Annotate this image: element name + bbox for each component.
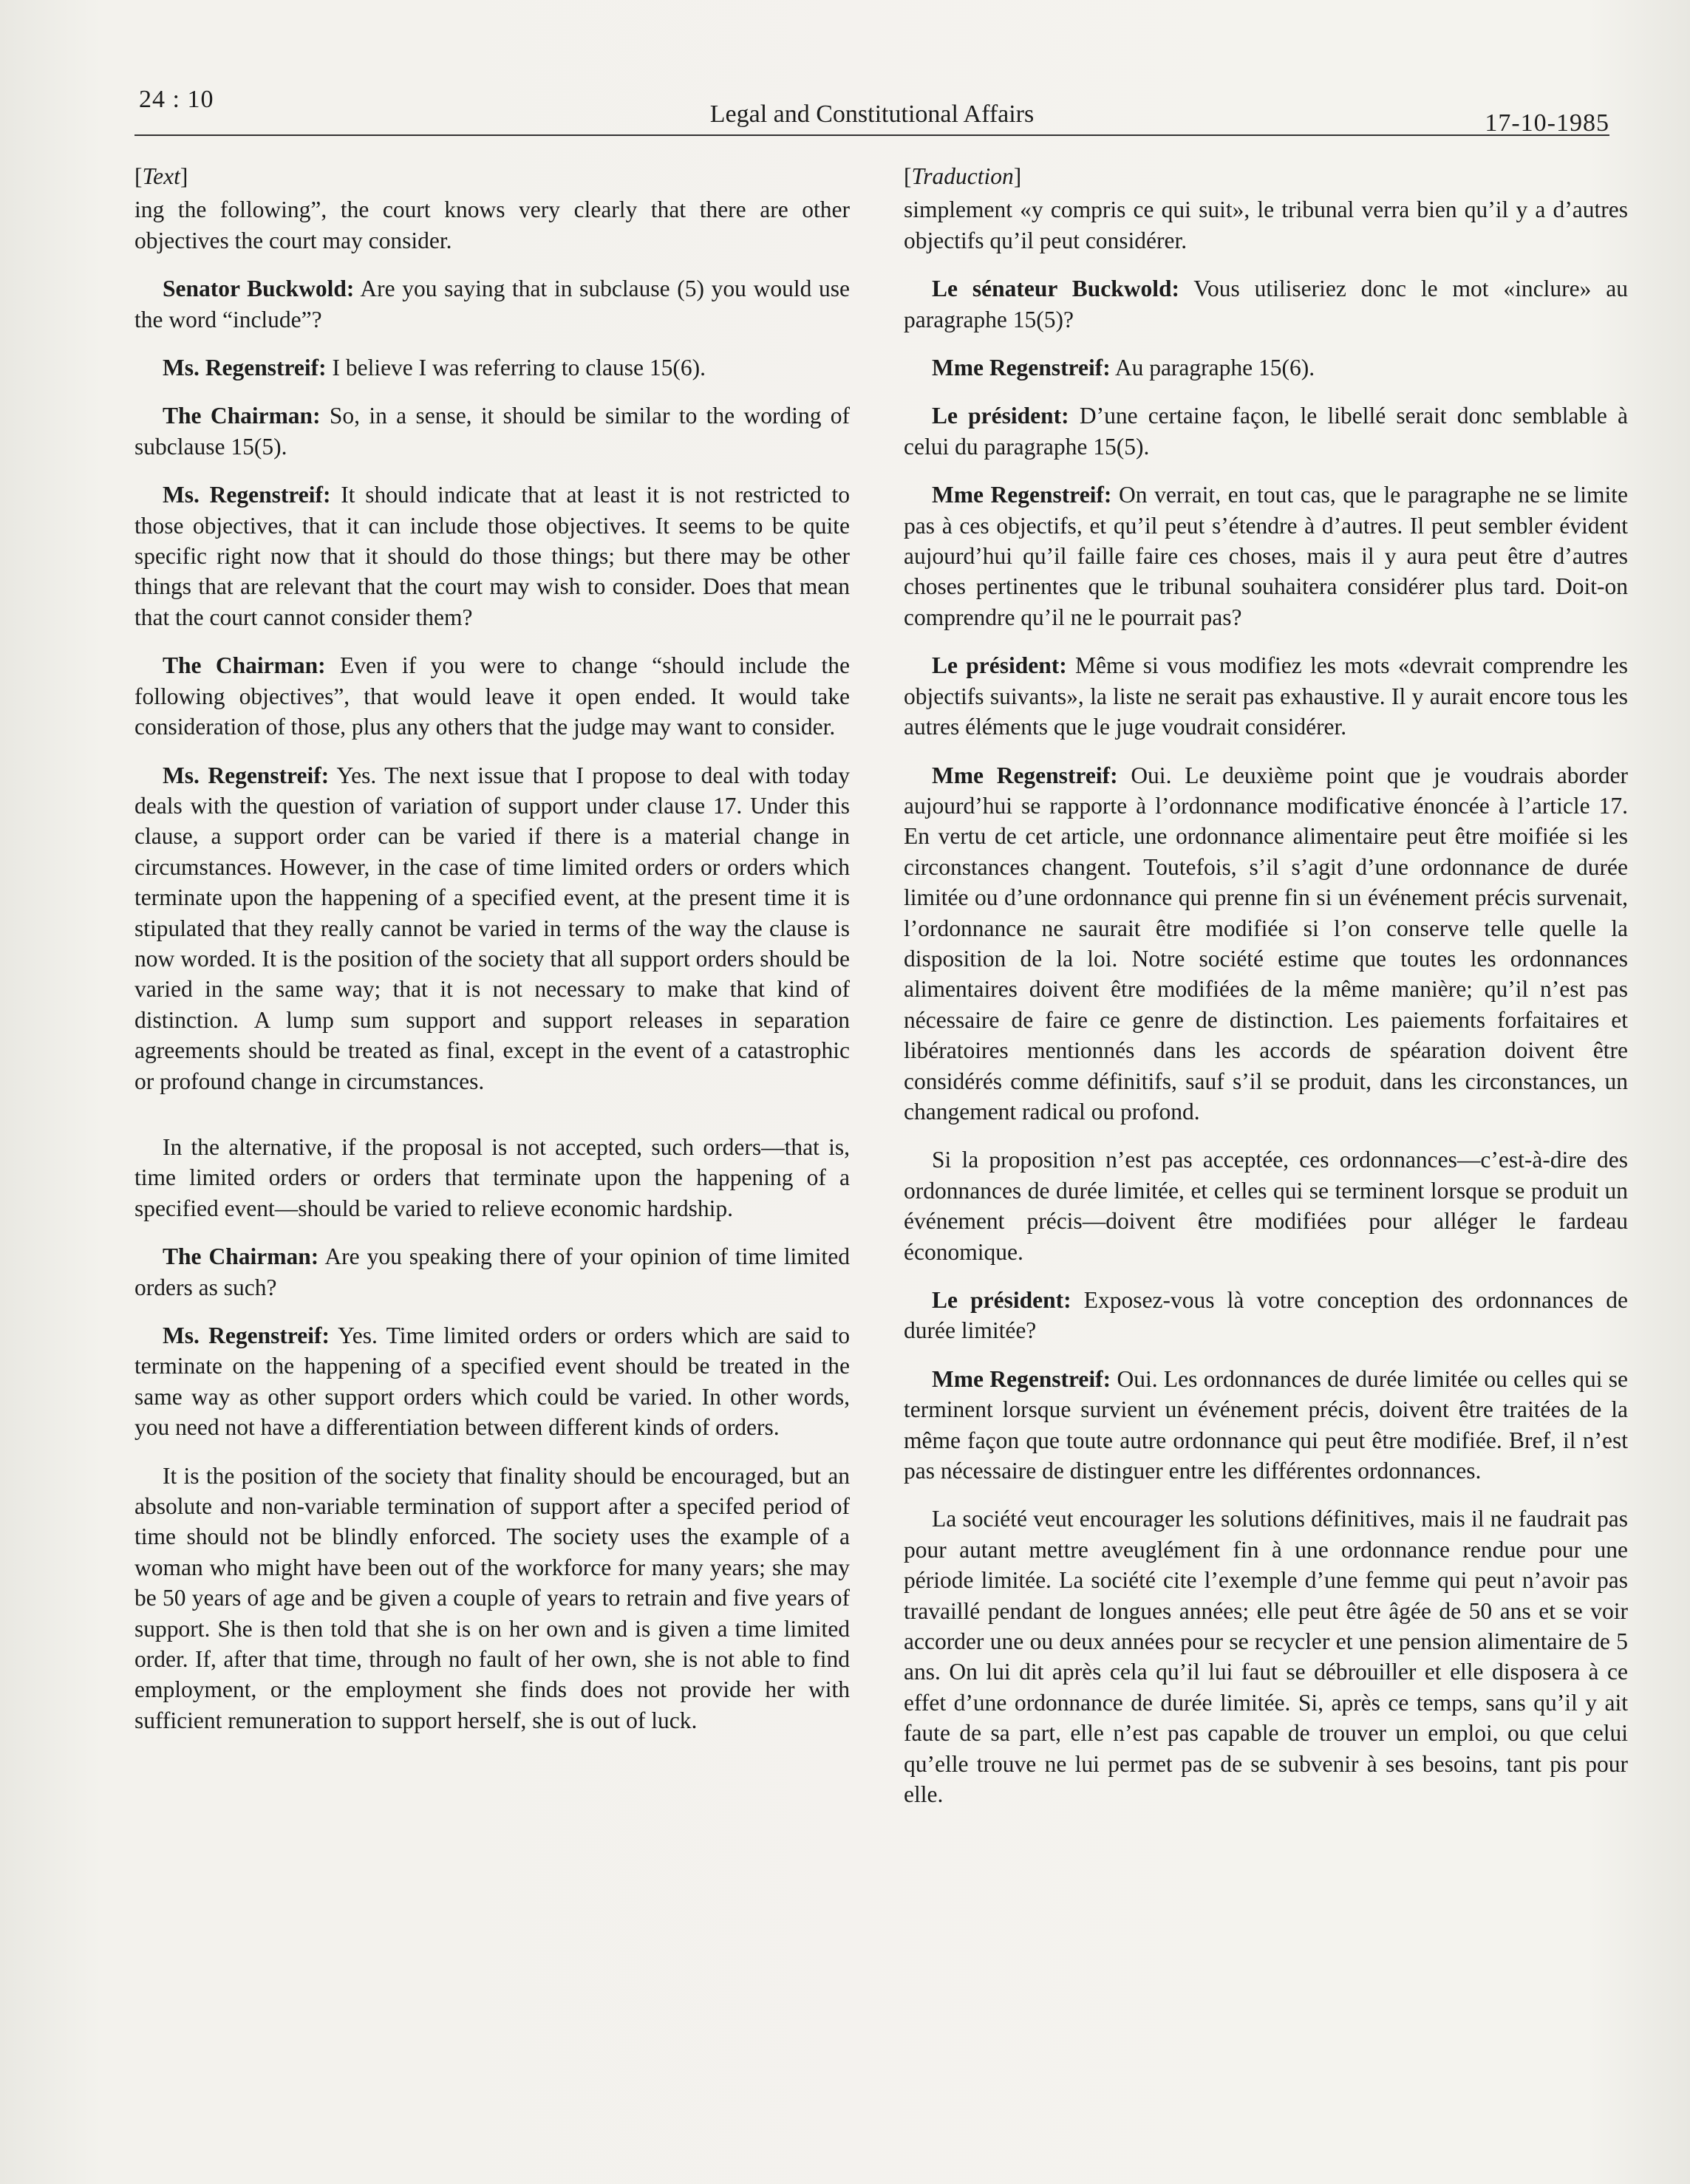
- running-title: Legal and Constitutional Affairs: [709, 100, 1035, 128]
- paragraph: Si la proposition n’est pas acceptée, ces ordonnances—c’est-à-dire des ordonnances de durée limitée, et celles qui se terminent lorsque se produit un événement précis—doivent être modifiées pour alléger le fardeau économique.: [904, 1147, 1628, 1265]
- speaker-name: Ms. Regenstreif:: [163, 762, 330, 788]
- paragraph: Mme Regenstreif: Au paragraphe 15(6).: [932, 355, 1315, 381]
- speaker-name: Ms. Regenstreif:: [163, 1323, 330, 1348]
- paragraph: The Chairman: Are you speaking there of your opinion of time limited orders as such?: [134, 1243, 850, 1300]
- speaker-name: Le président:: [932, 403, 1069, 429]
- paragraph: The Chairman: So, in a sense, it should be similar to the wording of subclause 15(5).: [134, 403, 850, 460]
- paragraph: Mme Regenstreif: Oui. Le deuxième point que je voudrais aborder aujourd’hui se rapporte à l’ordonnance modificative énoncée à l’article 17. En vertu de cet article, une ordonnance alimentaire peut être moifiée si les circonstances changent. Toutefois, s’il s’agit d’une ordonnance de durée limitée ou d’une ordonnance qui prenne fin si un événement précis survenait, l’ordonnance ne saurait être modifiée si l’on conserve telle quelle la disposition de la loi. Notre société estime que toutes les ordonnances alimentaires doivent être modifiées de la même manière; qu’il n’est pas nécessaire de faire ce genre de distinction. Les paiements forfaitaires et libératoires mentionnés dans les accords de spéaration doivent être considérés comme définitifs, sauf s’il se produit, dans les circonstances, un changement radical ou profond.: [904, 762, 1628, 1125]
- column-tag: [Text]: [134, 163, 188, 189]
- paragraph: ing the following”, the court knows very clearly that there are other objectives the court may consider.: [134, 197, 850, 253]
- paragraph: It is the position of the society that finality should be encouraged, but an absolute and non-variable termination of support after a specifed period of time should not be blindly enforced. The society uses the example of a woman who might have been out of the workforce for many years; she may be 50 years of age and be given a couple of years to retrain and five years of support. She is then told that she is on her own and is given a time limited order. If, after that time, through no fault of her own, she is not able to find employment, or the employment she finds does not provide her with sufficient remuneration to support herself, she is out of luck.: [134, 1462, 850, 1733]
- page-number: 24 : 10: [139, 86, 214, 113]
- paragraph: Le président: Même si vous modifiez les mots «devrait comprendre les objectifs suivants», la liste ne serait pas exhaustive. Il y aurait encore tous les autres éléments que le juge voudrait considérer.: [904, 652, 1628, 740]
- speaker-name: Mme Regenstreif:: [932, 355, 1111, 381]
- speaker-name: Le sénateur Buckwold:: [932, 276, 1179, 302]
- speaker-name: The Chairman:: [163, 1243, 319, 1270]
- french-column: [904, 161, 1628, 1828]
- speaker-name: The Chairman:: [163, 403, 321, 429]
- paragraph: Mme Regenstreif: On verrait, en tout cas, que le paragraphe ne se limite pas à ces objectifs, et qu’il peut s’étendre à d’autres. Il peut sembler évident aujourd’hui qu’il faille faire ces choses, mais il y aura peut être d’autres choses pertinentes que le tribunal souhaitera considérer plus tard. Doit-on comprendre qu’il ne le pourrait pas?: [904, 482, 1628, 630]
- paragraph: Le sénateur Buckwold: Vous utiliseriez donc le mot «inclure» au paragraphe 15(5)?: [904, 276, 1628, 332]
- speaker-name: Mme Regenstreif:: [932, 762, 1118, 788]
- paragraph: The Chairman: Even if you were to change “should include the following objectives”, that would leave it open ended. It would take consideration of those, plus any others that the judge may want to consider.: [134, 652, 850, 740]
- speaker-name: Mme Regenstreif:: [932, 1365, 1111, 1392]
- paragraph: Le président: D’une certaine façon, le libellé serait donc semblable à celui du paragraphe 15(5).: [904, 403, 1628, 460]
- speaker-name: Le président:: [932, 1287, 1071, 1313]
- paragraph: Ms. Regenstreif: Yes. Time limited orders or orders which are said to terminate on the happening of a specified event should be treated in the same way as other support orders which could be varied. In other words, you need not have a differentiation between different kinds of orders.: [134, 1323, 851, 1441]
- paragraph: Ms. Regenstreif: Yes. The next issue that I propose to deal with today deals with the question of variation of support under clause 17. Under this clause, a support order can be varied if there is a material change in circumstances. However, in the case of time limited orders or orders which terminate upon the happening of a specified event, at the present time it is stipulated that they really cannot be varied in terms of the way the clause is now worded. It is the position of the society that all support orders should be varied in the same way; that it is not necessary to make that kind of distinction. A lump sum support and support releases in separation agreements should be treated as final, except in the event of a catastrophic or profound change in circumstances.: [134, 762, 850, 1094]
- speaker-name: The Chairman:: [163, 652, 326, 679]
- paragraph: In the alternative, if the proposal is not accepted, such orders—that is, time limited orders or orders that terminate upon the happening of a specified event—should be varied to relieve economic hardship.: [134, 1133, 850, 1221]
- speaker-name: Mme Regenstreif:: [932, 482, 1112, 508]
- english-column: [134, 161, 850, 1753]
- speaker-name: Ms. Regenstreif:: [163, 482, 331, 508]
- paragraph: Senator Buckwold: Are you saying that in subclause (5) you would use the word “include”?: [134, 276, 850, 332]
- column-tag: [Traduction]: [904, 163, 1022, 189]
- paragraph: Ms. Regenstreif: I believe I was referring to clause 15(6).: [163, 355, 706, 381]
- paragraph: Le président: Exposez-vous là votre conception des ordonnances de durée limitée?: [904, 1287, 1628, 1344]
- paragraph: La société veut encourager les solutions définitives, mais il ne faudrait pas pour autant mettre aveuglément fin à une ordonnance rendue pour une période limitée. La société cite l’exemple d’une femme qui peut n’avoir pas travaillé pendant de longues années; elle peut être âgée de 50 ans et se voir accorder une ou deux années pour se recycler et une pension alimentaire de 5 ans. On lui dit après cela qu’il lui faut se débrouiller et elle disposera à ce effet d’une ordonnance de durée limitée. Si, après ce temps, sans qu’il y ait faute de sa part, elle n’est pas capable de trouver un emploi, ou que celui qu’elle trouve ne lui permet pas de se subvenir à ses besoins, tant pis pour elle.: [904, 1506, 1628, 1808]
- speaker-name: Senator Buckwold:: [163, 276, 355, 302]
- page-header: [134, 83, 1609, 136]
- speaker-name: Le président:: [932, 652, 1067, 679]
- page-date: 17-10-1985: [1485, 109, 1609, 137]
- paragraph: Mme Regenstreif: Oui. Les ordonnances de durée limitée ou celles qui se terminent lorsque survient un événement précis, doivent être traitées de la même façon que toute autre ordonnance qui peut être modifiée. Bref, il n’est pas nécessaire de distinguer entre les différentes ordonnances.: [904, 1365, 1629, 1484]
- paragraph: Ms. Regenstreif: It should indicate that at least it is not restricted to those objectives, that it can include those objectives. It seems to be quite specific right now that it should do those things; but there may be other things that are relevant that the court may wish to consider. Does that mean that the court cannot consider them?: [134, 482, 850, 630]
- paragraph: simplement «y compris ce qui suit», le tribunal verra bien qu’il y a d’autres objectifs qu’il peut considérer.: [904, 197, 1628, 253]
- speaker-name: Ms. Regenstreif:: [163, 355, 327, 381]
